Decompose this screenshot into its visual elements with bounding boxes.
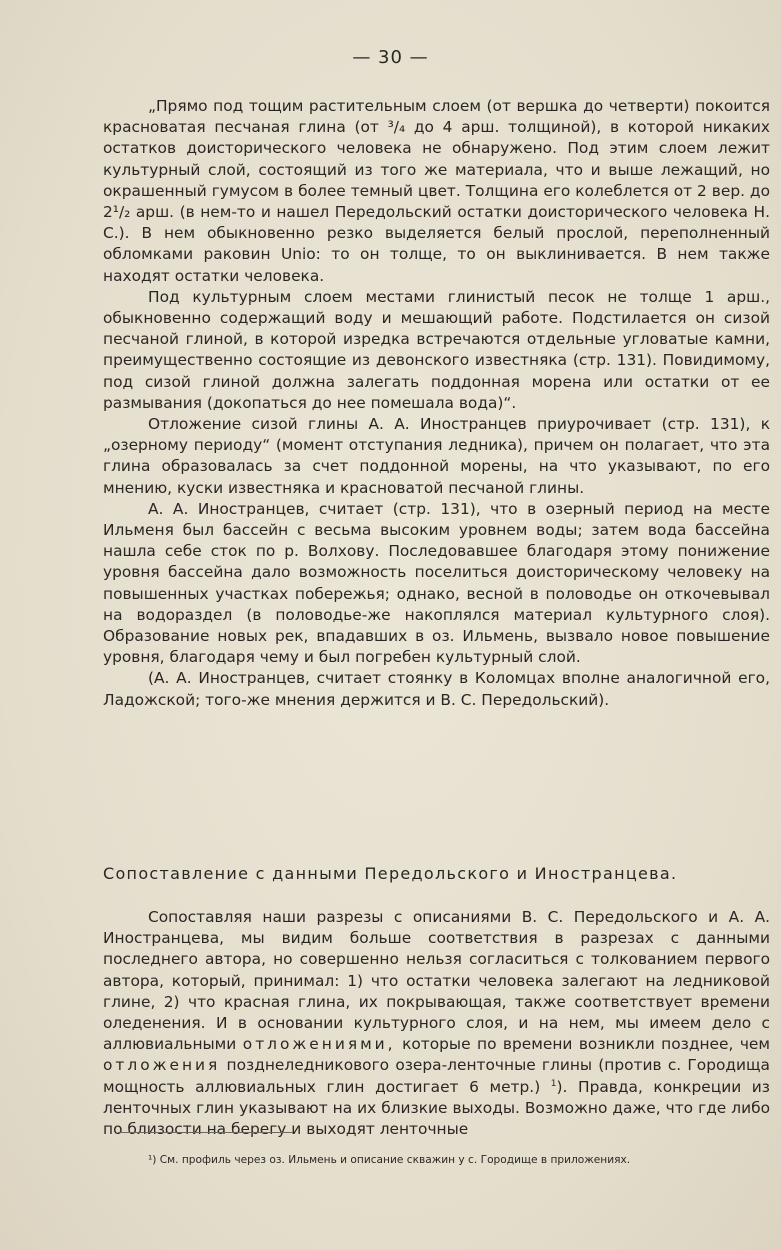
paragraph-inostrantsev-3: (А. А. Иностранцев, считает стоянку в Коломцах вполне аналогичной его, Ладожской; того-же мнения держится и В. С. Передольский). bbox=[103, 669, 770, 709]
paragraph-quote-1: „Прямо под тощим растительным слоем (от вершка до четверти) покоится красноватая песчаная глина (от ³/₄ до 4 арш. толщиной), в которой никаких остатков доисторического человека не обнаружено. Под этим слоем лежит культурный слой, состоящий из того же материала, что и выше лежащий, но окрашенный гумусом в более темный цвет. Толщина его колеблется от 2 вер. до 2¹/₂ арш. (в нем-то и нашел Передольский остатки доисторического человека Н. С.). В нем обыкновенно резко выделяется белый прослой, переполненный обломками раковин Unio: то он толще, то он выклинивается. В нем также находят остатки человека. bbox=[103, 97, 770, 285]
comparison-text-2: которые по времени возникли позднее, чем bbox=[402, 1035, 770, 1054]
footnote-reference[interactable]: 1 bbox=[550, 1078, 557, 1089]
comparison-spaced-1: отложениями, bbox=[242, 1035, 396, 1054]
comparison-text-1: Сопоставляя наши разрезы с описаниями В. С. Передольского и А. А. Иностранцева, мы видим больше соответствия в разрезах с данными последнего автора, но совершенно нельзя согласиться с толкованием первого автора, который, принимал: 1) что остатки человека залегают на ледниковой глине, 2) что красная глина, их покрывающая, также соответствует времени оледенения. И в основании культурного слоя, и на нем, мы имеем дело с аллювиальными bbox=[103, 908, 770, 1054]
section-heading: Сопоставление с данными Передольского и Иностранцева. bbox=[103, 864, 678, 883]
body-text-bottom bbox=[103, 907, 770, 1140]
body-text-top bbox=[103, 96, 770, 711]
comparison-spaced-2: отложения bbox=[103, 1056, 221, 1075]
footnote-text: ¹) См. профиль через оз. Ильмень и описание скважин у с. Городище в приложениях. bbox=[148, 1154, 631, 1166]
comparison-text-4: ). Правда, конкреции из ленточных глин указывают на их близкие выходы. Возможно даже, что где либо по близости на берегу и выходят ленточные bbox=[103, 1077, 770, 1139]
comparison-text-3: позднеледникового озера-ленточные глины (против с. Городища мощность аллювиальных глин достигает 6 метр.) bbox=[103, 1056, 770, 1096]
paragraph-quote-2: Под культурным слоем местами глинистый песок не толще 1 арш., обыкновенно содержащий воду и мешающий работе. Подстилается он сизой песчаной глиной, в которой изредка встречаются отдельные угловатые камни, преимущественно состоящие из девонского известняка (стр. 131). Повидимому, под сизой глиной должна залегать поддонная морена или остатки от ее размывания (докопаться до нее помешала вода)“. bbox=[103, 287, 770, 412]
paragraph-inostrantsev-2: А. А. Иностранцев, считает (стр. 131), что в озерный период на месте Ильменя был бассейн с весьма высоким уровнем воды; затем вода бассейна нашла себе сток по р. Волхову. Последовавшее благодаря этому понижение уровня бассейна дало возможность поселиться доисторическому человеку на повышенных участках побережья; однако, весной в половодье он откочевывал на водораздел (в половодье-же накоплялся материал культурного слоя). Образование новых рек, впадавших в оз. Ильмень, вызвало новое повышение уровня, благодаря чему и был погребен культурный слой. bbox=[103, 499, 770, 667]
paragraph-comparison bbox=[103, 907, 770, 1140]
footnote-divider bbox=[118, 1132, 293, 1133]
footnote bbox=[103, 1152, 770, 1169]
page-number: — 30 — bbox=[352, 47, 429, 68]
paragraph-inostrantsev-1: Отложение сизой глины А. А. Иностранцев приурочивает (стр. 131), к „озерному периоду“ (момент отступания ледника), причем он полагает, что эта глина образовалась за счет поддонной морены, на что указывают, по его мнению, куски известняка и красноватой песчаной глины. bbox=[103, 415, 770, 497]
